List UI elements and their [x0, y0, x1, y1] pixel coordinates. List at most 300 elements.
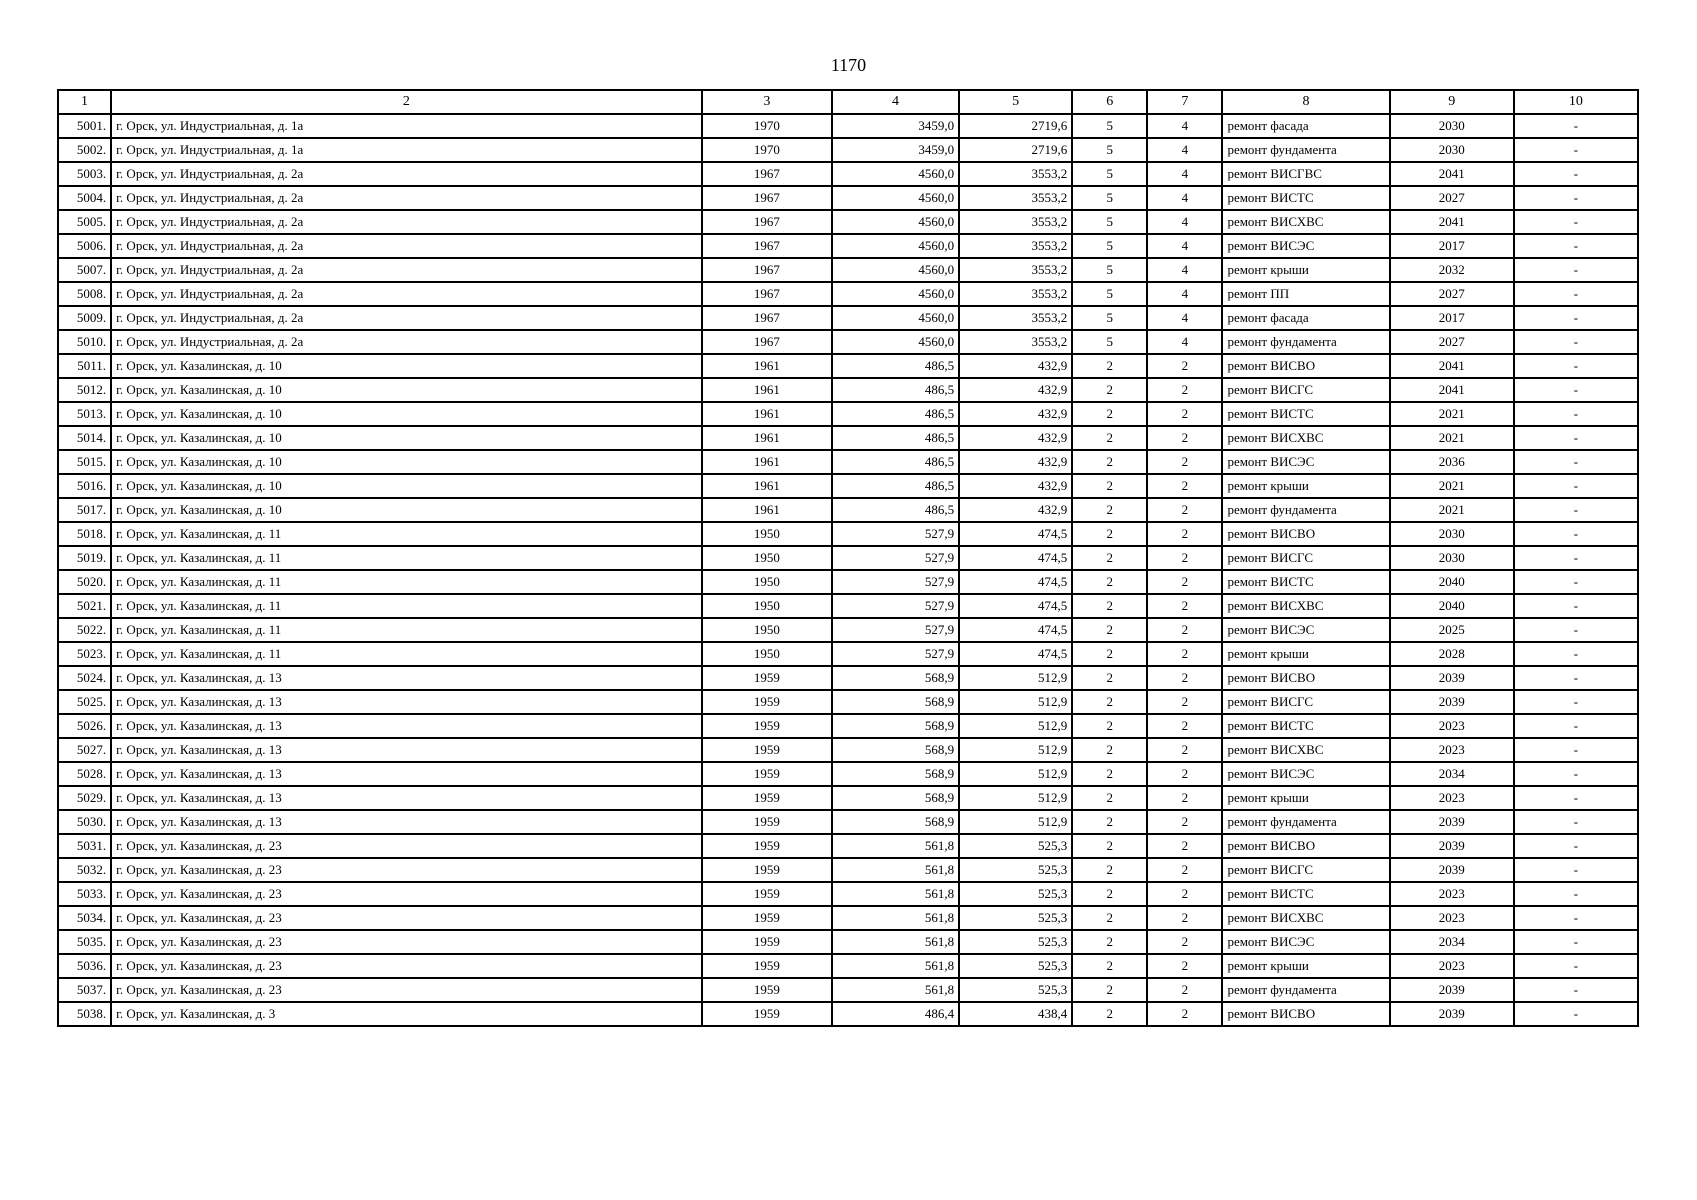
planned-year-cell: 2023 — [1390, 954, 1514, 978]
note-cell: - — [1514, 258, 1638, 282]
planned-year-cell: 2025 — [1390, 618, 1514, 642]
year-cell: 1959 — [702, 714, 832, 738]
work-type-cell: ремонт ВИСВО — [1222, 666, 1389, 690]
work-type-cell: ремонт ВИСХВС — [1222, 210, 1389, 234]
entrances-cell: 2 — [1147, 858, 1222, 882]
address-cell: г. Орск, ул. Индустриальная, д. 2а — [111, 258, 702, 282]
planned-year-cell: 2027 — [1390, 282, 1514, 306]
table-row — [58, 114, 1638, 138]
note-cell: - — [1514, 858, 1638, 882]
table-row — [58, 810, 1638, 834]
year-cell: 1961 — [702, 450, 832, 474]
table-row — [58, 210, 1638, 234]
floors-cell: 2 — [1072, 546, 1147, 570]
address-cell: г. Орск, ул. Индустриальная, д. 2а — [111, 210, 702, 234]
living-area-cell: 2719,6 — [959, 114, 1072, 138]
work-type-cell: ремонт ВИСГС — [1222, 858, 1389, 882]
year-cell: 1967 — [702, 234, 832, 258]
total-area-cell: 4560,0 — [832, 258, 959, 282]
planned-year-cell: 2030 — [1390, 522, 1514, 546]
address-cell: г. Орск, ул. Индустриальная, д. 2а — [111, 306, 702, 330]
row-number-cell: 5014. — [58, 426, 111, 450]
floors-cell: 2 — [1072, 450, 1147, 474]
address-cell: г. Орск, ул. Индустриальная, д. 2а — [111, 186, 702, 210]
planned-year-cell: 2021 — [1390, 474, 1514, 498]
address-cell: г. Орск, ул. Казалинская, д. 11 — [111, 570, 702, 594]
planned-year-cell: 2040 — [1390, 594, 1514, 618]
note-cell: - — [1514, 666, 1638, 690]
row-number-cell: 5017. — [58, 498, 111, 522]
work-type-cell: ремонт ВИСТС — [1222, 882, 1389, 906]
row-number-cell: 5009. — [58, 306, 111, 330]
register-table — [57, 89, 1639, 1027]
total-area-cell: 486,5 — [832, 378, 959, 402]
address-cell: г. Орск, ул. Казалинская, д. 23 — [111, 954, 702, 978]
living-area-cell: 512,9 — [959, 786, 1072, 810]
living-area-cell: 474,5 — [959, 570, 1072, 594]
planned-year-cell: 2041 — [1390, 378, 1514, 402]
table-row — [58, 858, 1638, 882]
total-area-cell: 527,9 — [832, 570, 959, 594]
entrances-cell: 2 — [1147, 546, 1222, 570]
address-cell: г. Орск, ул. Индустриальная, д. 2а — [111, 234, 702, 258]
row-number-cell: 5030. — [58, 810, 111, 834]
row-number-cell: 5013. — [58, 402, 111, 426]
year-cell: 1959 — [702, 738, 832, 762]
table-row — [58, 234, 1638, 258]
note-cell: - — [1514, 570, 1638, 594]
table-row — [58, 378, 1638, 402]
row-number-cell: 5026. — [58, 714, 111, 738]
total-area-cell: 4560,0 — [832, 330, 959, 354]
address-cell: г. Орск, ул. Казалинская, д. 13 — [111, 714, 702, 738]
row-number-cell: 5019. — [58, 546, 111, 570]
total-area-cell: 4560,0 — [832, 210, 959, 234]
total-area-cell: 561,8 — [832, 858, 959, 882]
planned-year-cell: 2021 — [1390, 402, 1514, 426]
work-type-cell: ремонт фундамента — [1222, 330, 1389, 354]
note-cell: - — [1514, 786, 1638, 810]
address-cell: г. Орск, ул. Казалинская, д. 23 — [111, 882, 702, 906]
planned-year-cell: 2027 — [1390, 330, 1514, 354]
total-area-cell: 4560,0 — [832, 306, 959, 330]
note-cell: - — [1514, 594, 1638, 618]
year-cell: 1961 — [702, 402, 832, 426]
table-row — [58, 690, 1638, 714]
note-cell: - — [1514, 162, 1638, 186]
row-number-cell: 5038. — [58, 1002, 111, 1026]
work-type-cell: ремонт ВИСЭС — [1222, 930, 1389, 954]
entrances-cell: 2 — [1147, 714, 1222, 738]
header-row — [58, 90, 1638, 114]
total-area-cell: 486,5 — [832, 426, 959, 450]
entrances-cell: 2 — [1147, 834, 1222, 858]
row-number-cell: 5021. — [58, 594, 111, 618]
work-type-cell: ремонт ВИСВО — [1222, 834, 1389, 858]
work-type-cell: ремонт ВИСТС — [1222, 570, 1389, 594]
entrances-cell: 2 — [1147, 594, 1222, 618]
table-row — [58, 762, 1638, 786]
planned-year-cell: 2023 — [1390, 714, 1514, 738]
table-row — [58, 306, 1638, 330]
work-type-cell: ремонт фасада — [1222, 114, 1389, 138]
column-header: 2 — [111, 90, 702, 114]
living-area-cell: 3553,2 — [959, 306, 1072, 330]
entrances-cell: 2 — [1147, 786, 1222, 810]
address-cell: г. Орск, ул. Индустриальная, д. 2а — [111, 330, 702, 354]
total-area-cell: 561,8 — [832, 906, 959, 930]
year-cell: 1959 — [702, 930, 832, 954]
address-cell: г. Орск, ул. Казалинская, д. 23 — [111, 834, 702, 858]
floors-cell: 2 — [1072, 882, 1147, 906]
living-area-cell: 3553,2 — [959, 210, 1072, 234]
row-number-cell: 5023. — [58, 642, 111, 666]
address-cell: г. Орск, ул. Казалинская, д. 11 — [111, 594, 702, 618]
address-cell: г. Орск, ул. Индустриальная, д. 2а — [111, 162, 702, 186]
living-area-cell: 432,9 — [959, 354, 1072, 378]
year-cell: 1959 — [702, 882, 832, 906]
living-area-cell: 432,9 — [959, 426, 1072, 450]
floors-cell: 5 — [1072, 306, 1147, 330]
total-area-cell: 4560,0 — [832, 234, 959, 258]
total-area-cell: 3459,0 — [832, 138, 959, 162]
address-cell: г. Орск, ул. Казалинская, д. 10 — [111, 354, 702, 378]
floors-cell: 2 — [1072, 426, 1147, 450]
work-type-cell: ремонт ВИСВО — [1222, 354, 1389, 378]
work-type-cell: ремонт крыши — [1222, 474, 1389, 498]
total-area-cell: 3459,0 — [832, 114, 959, 138]
floors-cell: 2 — [1072, 810, 1147, 834]
floors-cell: 5 — [1072, 186, 1147, 210]
address-cell: г. Орск, ул. Казалинская, д. 13 — [111, 810, 702, 834]
table-row — [58, 594, 1638, 618]
living-area-cell: 512,9 — [959, 714, 1072, 738]
year-cell: 1959 — [702, 762, 832, 786]
living-area-cell: 512,9 — [959, 762, 1072, 786]
column-header: 6 — [1072, 90, 1147, 114]
floors-cell: 5 — [1072, 234, 1147, 258]
work-type-cell: ремонт фундамента — [1222, 138, 1389, 162]
floors-cell: 2 — [1072, 642, 1147, 666]
note-cell: - — [1514, 690, 1638, 714]
note-cell: - — [1514, 810, 1638, 834]
living-area-cell: 512,9 — [959, 738, 1072, 762]
row-number-cell: 5028. — [58, 762, 111, 786]
year-cell: 1961 — [702, 498, 832, 522]
entrances-cell: 4 — [1147, 234, 1222, 258]
floors-cell: 2 — [1072, 378, 1147, 402]
entrances-cell: 2 — [1147, 882, 1222, 906]
living-area-cell: 432,9 — [959, 378, 1072, 402]
total-area-cell: 561,8 — [832, 930, 959, 954]
floors-cell: 2 — [1072, 834, 1147, 858]
work-type-cell: ремонт ВИСГВС — [1222, 162, 1389, 186]
column-header: 9 — [1390, 90, 1514, 114]
row-number-cell: 5035. — [58, 930, 111, 954]
note-cell: - — [1514, 138, 1638, 162]
address-cell: г. Орск, ул. Казалинская, д. 23 — [111, 930, 702, 954]
planned-year-cell: 2030 — [1390, 138, 1514, 162]
total-area-cell: 568,9 — [832, 714, 959, 738]
table-row — [58, 642, 1638, 666]
floors-cell: 2 — [1072, 930, 1147, 954]
floors-cell: 5 — [1072, 114, 1147, 138]
column-header: 5 — [959, 90, 1072, 114]
page-number: 1170 — [830, 55, 867, 75]
planned-year-cell: 2036 — [1390, 450, 1514, 474]
note-cell: - — [1514, 642, 1638, 666]
column-header: 10 — [1514, 90, 1638, 114]
total-area-cell: 527,9 — [832, 594, 959, 618]
address-cell: г. Орск, ул. Казалинская, д. 10 — [111, 402, 702, 426]
work-type-cell: ремонт крыши — [1222, 258, 1389, 282]
table-row — [58, 570, 1638, 594]
total-area-cell: 561,8 — [832, 882, 959, 906]
address-cell: г. Орск, ул. Казалинская, д. 11 — [111, 522, 702, 546]
living-area-cell: 525,3 — [959, 882, 1072, 906]
floors-cell: 2 — [1072, 786, 1147, 810]
planned-year-cell: 2039 — [1390, 666, 1514, 690]
entrances-cell: 2 — [1147, 690, 1222, 714]
entrances-cell: 2 — [1147, 522, 1222, 546]
table-row — [58, 330, 1638, 354]
address-cell: г. Орск, ул. Казалинская, д. 23 — [111, 858, 702, 882]
entrances-cell: 2 — [1147, 762, 1222, 786]
living-area-cell: 3553,2 — [959, 258, 1072, 282]
entrances-cell: 4 — [1147, 210, 1222, 234]
living-area-cell: 438,4 — [959, 1002, 1072, 1026]
note-cell: - — [1514, 306, 1638, 330]
living-area-cell: 525,3 — [959, 834, 1072, 858]
row-number-cell: 5034. — [58, 906, 111, 930]
living-area-cell: 474,5 — [959, 546, 1072, 570]
work-type-cell: ремонт ВИСГС — [1222, 378, 1389, 402]
year-cell: 1970 — [702, 114, 832, 138]
planned-year-cell: 2032 — [1390, 258, 1514, 282]
row-number-cell: 5029. — [58, 786, 111, 810]
floors-cell: 2 — [1072, 666, 1147, 690]
column-header: 4 — [832, 90, 959, 114]
planned-year-cell: 2030 — [1390, 546, 1514, 570]
entrances-cell: 4 — [1147, 162, 1222, 186]
note-cell: - — [1514, 474, 1638, 498]
work-type-cell: ремонт крыши — [1222, 642, 1389, 666]
row-number-cell: 5004. — [58, 186, 111, 210]
total-area-cell: 4560,0 — [832, 282, 959, 306]
living-area-cell: 3553,2 — [959, 162, 1072, 186]
work-type-cell: ремонт ВИСВО — [1222, 522, 1389, 546]
work-type-cell: ремонт фундамента — [1222, 810, 1389, 834]
living-area-cell: 432,9 — [959, 498, 1072, 522]
entrances-cell: 2 — [1147, 450, 1222, 474]
planned-year-cell: 2017 — [1390, 234, 1514, 258]
row-number-cell: 5025. — [58, 690, 111, 714]
planned-year-cell: 2034 — [1390, 930, 1514, 954]
entrances-cell: 2 — [1147, 666, 1222, 690]
note-cell: - — [1514, 546, 1638, 570]
living-area-cell: 474,5 — [959, 618, 1072, 642]
year-cell: 1959 — [702, 834, 832, 858]
row-number-cell: 5002. — [58, 138, 111, 162]
year-cell: 1950 — [702, 522, 832, 546]
entrances-cell: 2 — [1147, 978, 1222, 1002]
column-header: 3 — [702, 90, 832, 114]
year-cell: 1961 — [702, 378, 832, 402]
living-area-cell: 432,9 — [959, 474, 1072, 498]
total-area-cell: 527,9 — [832, 546, 959, 570]
living-area-cell: 432,9 — [959, 402, 1072, 426]
address-cell: г. Орск, ул. Казалинская, д. 10 — [111, 498, 702, 522]
address-cell: г. Орск, ул. Казалинская, д. 10 — [111, 426, 702, 450]
work-type-cell: ремонт ПП — [1222, 282, 1389, 306]
total-area-cell: 4560,0 — [832, 162, 959, 186]
note-cell: - — [1514, 282, 1638, 306]
row-number-cell: 5012. — [58, 378, 111, 402]
planned-year-cell: 2030 — [1390, 114, 1514, 138]
row-number-cell: 5008. — [58, 282, 111, 306]
entrances-cell: 4 — [1147, 186, 1222, 210]
year-cell: 1950 — [702, 546, 832, 570]
table-row — [58, 186, 1638, 210]
entrances-cell: 2 — [1147, 402, 1222, 426]
address-cell: г. Орск, ул. Казалинская, д. 11 — [111, 642, 702, 666]
work-type-cell: ремонт ВИСЭС — [1222, 450, 1389, 474]
address-cell: г. Орск, ул. Казалинская, д. 10 — [111, 450, 702, 474]
living-area-cell: 512,9 — [959, 666, 1072, 690]
entrances-cell: 2 — [1147, 906, 1222, 930]
work-type-cell: ремонт фасада — [1222, 306, 1389, 330]
entrances-cell: 2 — [1147, 570, 1222, 594]
entrances-cell: 2 — [1147, 1002, 1222, 1026]
row-number-cell: 5033. — [58, 882, 111, 906]
entrances-cell: 4 — [1147, 306, 1222, 330]
work-type-cell: ремонт ВИСТС — [1222, 186, 1389, 210]
planned-year-cell: 2041 — [1390, 210, 1514, 234]
entrances-cell: 2 — [1147, 474, 1222, 498]
year-cell: 1967 — [702, 162, 832, 186]
table-row — [58, 930, 1638, 954]
table-row — [58, 978, 1638, 1002]
column-header: 1 — [58, 90, 111, 114]
table-row — [58, 714, 1638, 738]
table-row — [58, 522, 1638, 546]
living-area-cell: 525,3 — [959, 978, 1072, 1002]
work-type-cell: ремонт ВИСЭС — [1222, 762, 1389, 786]
row-number-cell: 5037. — [58, 978, 111, 1002]
note-cell: - — [1514, 930, 1638, 954]
floors-cell: 2 — [1072, 714, 1147, 738]
planned-year-cell: 2041 — [1390, 354, 1514, 378]
floors-cell: 5 — [1072, 282, 1147, 306]
planned-year-cell: 2039 — [1390, 690, 1514, 714]
note-cell: - — [1514, 738, 1638, 762]
year-cell: 1950 — [702, 618, 832, 642]
table-row — [58, 834, 1638, 858]
table-row — [58, 258, 1638, 282]
table-row — [58, 138, 1638, 162]
work-type-cell: ремонт ВИСХВС — [1222, 426, 1389, 450]
table-row — [58, 354, 1638, 378]
work-type-cell: ремонт ВИСГС — [1222, 546, 1389, 570]
floors-cell: 5 — [1072, 162, 1147, 186]
address-cell: г. Орск, ул. Казалинская, д. 11 — [111, 546, 702, 570]
year-cell: 1959 — [702, 954, 832, 978]
work-type-cell: ремонт ВИСХВС — [1222, 738, 1389, 762]
living-area-cell: 525,3 — [959, 930, 1072, 954]
address-cell: г. Орск, ул. Индустриальная, д. 2а — [111, 282, 702, 306]
living-area-cell: 512,9 — [959, 810, 1072, 834]
work-type-cell: ремонт фундамента — [1222, 978, 1389, 1002]
entrances-cell: 4 — [1147, 258, 1222, 282]
row-number-cell: 5031. — [58, 834, 111, 858]
living-area-cell: 474,5 — [959, 642, 1072, 666]
row-number-cell: 5027. — [58, 738, 111, 762]
address-cell: г. Орск, ул. Казалинская, д. 23 — [111, 906, 702, 930]
table-row — [58, 954, 1638, 978]
note-cell: - — [1514, 906, 1638, 930]
floors-cell: 2 — [1072, 570, 1147, 594]
year-cell: 1959 — [702, 690, 832, 714]
work-type-cell: ремонт фундамента — [1222, 498, 1389, 522]
living-area-cell: 474,5 — [959, 594, 1072, 618]
work-type-cell: ремонт крыши — [1222, 786, 1389, 810]
note-cell: - — [1514, 114, 1638, 138]
note-cell: - — [1514, 234, 1638, 258]
note-cell: - — [1514, 762, 1638, 786]
year-cell: 1967 — [702, 330, 832, 354]
total-area-cell: 486,5 — [832, 402, 959, 426]
entrances-cell: 2 — [1147, 498, 1222, 522]
work-type-cell: ремонт крыши — [1222, 954, 1389, 978]
living-area-cell: 3553,2 — [959, 330, 1072, 354]
year-cell: 1967 — [702, 258, 832, 282]
total-area-cell: 568,9 — [832, 810, 959, 834]
note-cell: - — [1514, 618, 1638, 642]
year-cell: 1959 — [702, 666, 832, 690]
work-type-cell: ремонт ВИСЭС — [1222, 618, 1389, 642]
living-area-cell: 525,3 — [959, 906, 1072, 930]
note-cell: - — [1514, 498, 1638, 522]
row-number-cell: 5005. — [58, 210, 111, 234]
year-cell: 1959 — [702, 1002, 832, 1026]
total-area-cell: 568,9 — [832, 738, 959, 762]
floors-cell: 2 — [1072, 738, 1147, 762]
address-cell: г. Орск, ул. Казалинская, д. 3 — [111, 1002, 702, 1026]
year-cell: 1959 — [702, 786, 832, 810]
year-cell: 1950 — [702, 594, 832, 618]
note-cell: - — [1514, 714, 1638, 738]
planned-year-cell: 2039 — [1390, 858, 1514, 882]
note-cell: - — [1514, 378, 1638, 402]
address-cell: г. Орск, ул. Индустриальная, д. 1а — [111, 114, 702, 138]
living-area-cell: 525,3 — [959, 858, 1072, 882]
entrances-cell: 4 — [1147, 138, 1222, 162]
year-cell: 1950 — [702, 642, 832, 666]
row-number-cell: 5015. — [58, 450, 111, 474]
year-cell: 1959 — [702, 978, 832, 1002]
table-row — [58, 450, 1638, 474]
work-type-cell: ремонт ВИСГС — [1222, 690, 1389, 714]
floors-cell: 2 — [1072, 402, 1147, 426]
year-cell: 1961 — [702, 426, 832, 450]
year-cell: 1959 — [702, 858, 832, 882]
work-type-cell: ремонт ВИСХВС — [1222, 906, 1389, 930]
address-cell: г. Орск, ул. Казалинская, д. 23 — [111, 978, 702, 1002]
address-cell: г. Орск, ул. Индустриальная, д. 1а — [111, 138, 702, 162]
work-type-cell: ремонт ВИСЭС — [1222, 234, 1389, 258]
note-cell: - — [1514, 954, 1638, 978]
planned-year-cell: 2040 — [1390, 570, 1514, 594]
